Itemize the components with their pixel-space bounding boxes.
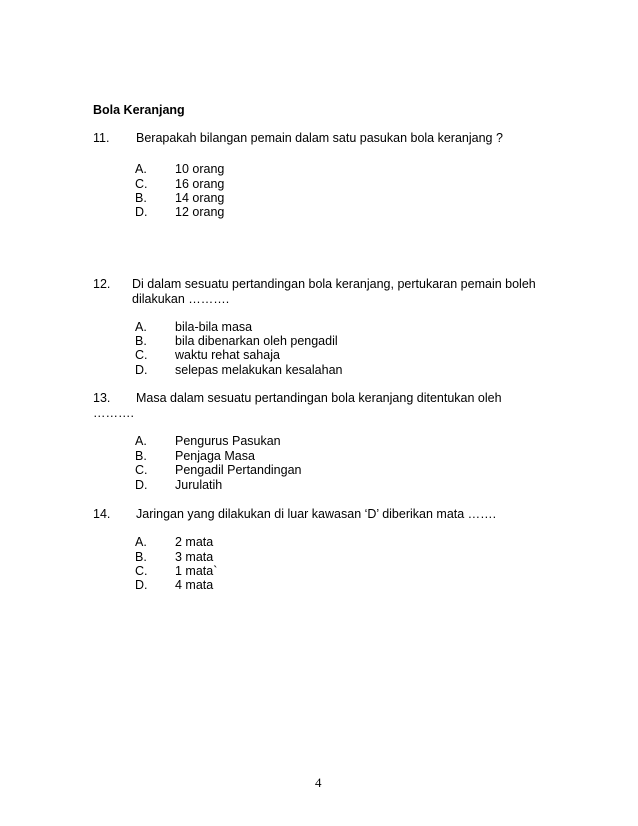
option-letter: C. [135, 177, 148, 191]
option-text: 3 mata [175, 550, 214, 564]
option-letter: D. [135, 363, 148, 377]
option-letter: A. [135, 434, 147, 448]
question-12-text: Di dalam sesuatu pertandingan bola keranjang, pertukaran pemain boleh [132, 277, 536, 291]
option-letter: A. [135, 320, 147, 334]
option-letter: D. [135, 578, 148, 592]
question-13-text-line2: ………. [93, 406, 134, 420]
option-letter: B. [135, 449, 147, 463]
question-14-number: 14. [93, 507, 111, 521]
question-12-number: 12. [93, 277, 111, 291]
option-text: bila dibenarkan oleh pengadil [175, 334, 338, 348]
option-text: Pengadil Pertandingan [175, 463, 302, 477]
option-letter: B. [135, 550, 147, 564]
option-text: 14 orang [175, 191, 225, 205]
option-text: 10 orang [175, 162, 225, 176]
option-text: waktu rehat sahaja [175, 348, 280, 362]
option-text: Jurulatih [175, 478, 223, 492]
option-text: 2 mata [175, 535, 214, 549]
question-13-number: 13. [93, 391, 111, 405]
question-11-number: 11. [93, 131, 110, 145]
option-text: Penjaga Masa [175, 449, 255, 463]
option-text: bila-bila masa [175, 320, 253, 334]
option-letter: A. [135, 535, 147, 549]
question-14-text: Jaringan yang dilakukan di luar kawasan ‘D’ diberikan mata ……. [136, 507, 497, 521]
option-letter: D. [135, 478, 148, 492]
option-letter: C. [135, 564, 148, 578]
option-text: selepas melakukan kesalahan [175, 363, 343, 377]
option-letter: C. [135, 348, 148, 362]
section-title: Bola Keranjang [93, 103, 185, 117]
question-12-text-line2: dilakukan ………. [132, 292, 230, 306]
option-text: Pengurus Pasukan [175, 434, 281, 448]
option-text: 16 orang [175, 177, 225, 191]
option-text: 12 orang [175, 205, 225, 219]
option-text: 4 mata [175, 578, 214, 592]
option-letter: A. [135, 162, 147, 176]
question-13-text: Masa dalam sesuatu pertandingan bola keranjang ditentukan oleh [136, 391, 502, 405]
option-letter: B. [135, 191, 147, 205]
option-letter: D. [135, 205, 148, 219]
option-letter: B. [135, 334, 147, 348]
option-letter: C. [135, 463, 148, 477]
question-11-text: Berapakah bilangan pemain dalam satu pasukan bola keranjang ? [136, 131, 503, 145]
page-number: 4 [315, 775, 322, 790]
option-text: 1 mata` [175, 564, 218, 578]
